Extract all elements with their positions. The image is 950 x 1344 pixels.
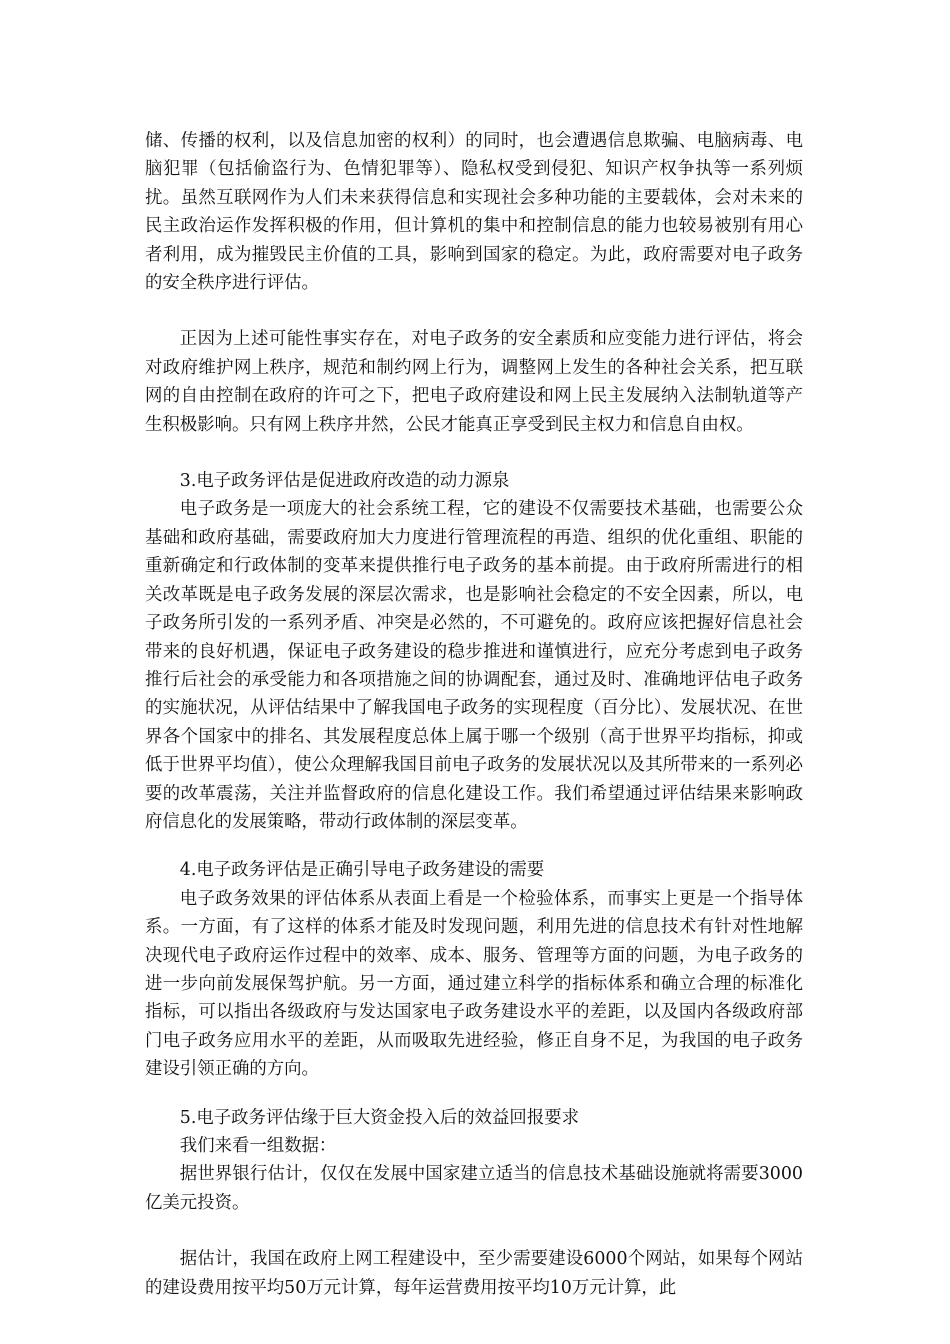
section-heading-3: 3.电子政务评估是促进政府改造的动力源泉 [179,471,510,492]
paragraph-spacer [145,1084,803,1104]
paragraph-spacer [145,439,803,467]
document-body [145,127,803,1302]
section-heading-4: 4.电子政务评估是正确引导电子政务建设的需要 [179,860,545,881]
paragraph-world-bank-estimate: 据世界银行估计，仅仅在发展中国家建立适当的信息技术基础设施就将需要3000亿美元投资。 [145,1164,803,1213]
paragraph-spacer [145,836,803,856]
paragraph-data-intro: 我们来看一组数据： [179,1136,337,1156]
paragraph-government-reform: 电子政务是一项庞大的社会系统工程，它的建设不仅需要技术基础，也需要公众基础和政府基础，需要政府加大力度进行管理流程的再造、组织的优化重组、职能的重新确定和行政体制的变革来提供推行电子政务的基本前提。由于政府所需进行的相关改革既是电子政务发展的深层次需求，也是影响社会稳定的不安全因素，所以，电子政务所引发的一系列矛盾、冲突是必然的，不可避免的。政府应该把握好信息社会带来的良好机遇，保证电子政务建设的稳步推进和谨慎进行，应充分考虑到电子政务推行后社会的承受能力和各项措施之间的协调配套，通过及时、准确地评估电子政务的实施状况，从评估结果中了解我国电子政务的实现程度（百分比）、发展状况、在世界各个国家中的排名、其发展程度总体上属于哪一个级别（高于世界平均指标，抑或低于世界平均值），使公众理解我国目前电子政务的发展状况以及其所带来的一系列必要的改革震荡，关注并监督政府的信息化建设工作。我们希望通过评估结果来影响政府信息化的发展策略，带动行政体制的深层变革。 [145,499,803,832]
paragraph-website-costs: 据估计，我国在政府上网工程建设中，至少需要建设6000个网站，如果每个网站的建设费用按平均50万元计算，每年运营费用按平均10万元计算，此 [145,1249,803,1298]
paragraph-security-order: 储、传播的权利，以及信息加密的权利）的同时，也会遭遇信息欺骗、电脑病毒、电脑犯罪（包括偷盗行为、色情犯罪等）、隐私权受到侵犯、知识产权争执等一系列烦扰。虽然互联网作为人们未来获得信息和实现社会多种功能的主要载体，会对未来的民主政治运作发挥积极的作用，但计算机的集中和控制信息的能力也较易被别有用心者利用，成为摧毁民主价值的工具，影响到国家的稳定。为此，政府需要对电子政务的安全秩序进行评估。 [145,131,803,294]
paragraph-spacer [145,1217,803,1245]
paragraph-spacer [145,297,803,325]
section-heading-5: 5.电子政务评估缘于巨大资金投入后的效益回报要求 [179,1107,579,1128]
paragraph-online-order: 正因为上述可能性事实存在，对电子政务的安全素质和应变能力进行评估，将会对政府维护网上秩序，规范和制约网上行为，调整网上发生的各种社会关系，把互联网的自由控制在政府的许可之下，把电子政府建设和网上民主发展纳入法制轨道等产生积极影响。只有网上秩序井然，公民才能真正享受到民主权力和信息自由权。 [145,329,803,435]
paragraph-guidance-system: 电子政务效果的评估体系从表面上看是一个检验体系，而事实上更是一个指导体系。一方面，有了这样的体系才能及时发现问题，利用先进的信息技术有针对性地解决现代电子政府运作过程中的效率、成本、服务、管理等方面的问题，为电子政务的进一步向前发展保驾护航。另一方面，通过建立科学的指标体系和确立合理的标准化指标，可以指出各级政府与发达国家电子政务建设水平的差距，以及国内各级政府部门电子政务应用水平的差距，从而吸取先进经验，修正自身不足，为我国的电子政务建设引领正确的方向。 [145,888,803,1080]
